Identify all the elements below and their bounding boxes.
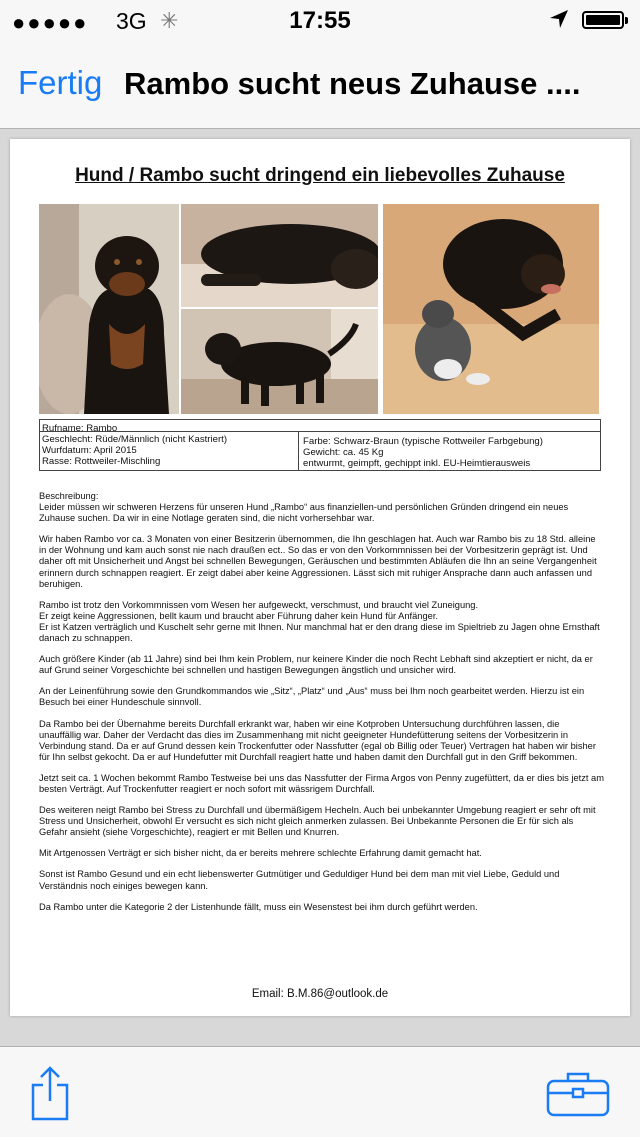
- paragraph-description: Beschreibung: Leider müssen wir schweren Herzens für unseren Hund „Rambo“ aus finanziellen-und persönlichen Gründen dringend ein neues Zuhause suchen. Da wir in eine Notlage geraten sind, die nicht vorhersehbar war.: [39, 491, 569, 524]
- status-bar: [0, 0, 640, 42]
- contact-email: Email: B.M.86@outlook.de: [251, 988, 389, 1000]
- paragraph-other-dogs: Mit Artgenossen Verträgt er sich bisher nicht, da er bereits mehrere schlechte Erfahrung damit gemacht hat.: [39, 848, 482, 859]
- description-text: [39, 491, 604, 923]
- info-gender: Geschlecht: Rüde/Männlich (nicht Kastriert): [42, 434, 228, 445]
- bottom-toolbar: [0, 1046, 640, 1137]
- share-icon[interactable]: [30, 1065, 70, 1121]
- paragraph-stress: Des weiteren neigt Rambo bei Stress zu Durchfall und übermäßigem Hecheln. Auch bei unbekannter Umgebung reagiert er sehr oft mit Stress und Unsicherheit, obwohl Er versucht es sich nicht gleich anmerken zulassen. Bei Unbekannte Personen die Er für sich als Gefahr ansieht (siehe Vorgeschichte), reagiert er mit Bellen und Knurren.: [39, 805, 596, 838]
- paragraph-summary: Sonst ist Rambo Gesund und ein echt liebenswerter Gutmütiger und Geduldiger Hund bei dem man mit viel Liebe, Geduld und Verständnis noch einiges bewegen kann.: [39, 869, 560, 891]
- info-birth-date: Wurfdatum: April 2015: [42, 445, 137, 456]
- dog-and-cat-photo: [383, 204, 599, 414]
- dog-photo-lying: [181, 204, 378, 307]
- info-health: entwurmt, geimpft, gechippt inkl. EU-Heimtierausweis: [303, 458, 531, 469]
- dog-photo-sitting: [39, 204, 179, 414]
- dog-photo-standing: [181, 309, 378, 414]
- document-viewer[interactable]: [0, 129, 640, 1046]
- paragraph-category: Da Rambo unter die Kategorie 2 der Listenhunde fällt, muss ein Wesenstest bei ihm durch geführt werden.: [39, 901, 478, 912]
- paragraph-diarrhea: Da Rambo bei der Übernahme bereits Durchfall erkrankt war, haben wir eine Kotproben Untersuchung durchführen lassen, die unauffällig war. Daher der Verdacht das dies im Zusammenhang mit nicht geeigneter Hundefütterung seitens der Vorbesitzerin in Verbindung stand. Da er auf Grund dessen kein Trockenfutter oder Nassfutter (egal ob Billig oder Teuer) Vertragen hat haben wir bisher für Ihn selbst gekocht. Da er auf Hundefutter mit Durchfall reagiert hatte und haben damit den Durchfall gut in den Griff bekommen.: [39, 718, 596, 762]
- document-page: [10, 139, 630, 1016]
- battery-icon: [582, 11, 624, 29]
- paragraph-history: Wir haben Rambo vor ca. 3 Monaten von einer Besitzerin übernommen, die Ihn geschlagen hat. Auch war Rambo bis zu 18 Std. alleine in der Wohnung und kam auch sonst nie nach draußen ect.. So das er von den Vorkommnissen bei der Vorbesitzerin geprägt ist. Und daher oft mit Unsicherheit und Angst bei schnellen Bewegungen, Geräuschen und bestimmten Abläufen die Ihn an seine Vergangenheit erinnern durch schnappen reagiert. Er zeigt dabei aber keine Aggressionen. Lässt sich mit ruhiger Ansprache dann auch anfassen und beruhigen.: [39, 534, 597, 589]
- info-breed: Rasse: Rottweiler-Mischling: [42, 456, 161, 467]
- paragraph-children: Auch größere Kinder (ab 11 Jahre) sind bei Ihm kein Problem, nur keinere Kinder die noch Recht Lebhaft sind akzeptiert er nicht, da er auf Grund seiner Vorgeschichte bei schnellen und hastigen Bewegungen ängstlich und unsicher wird.: [39, 654, 593, 676]
- navigation-bar: [0, 42, 640, 129]
- clock: 17:55: [289, 7, 351, 34]
- dog-info-table: [39, 419, 601, 471]
- done-button[interactable]: Fertig: [18, 64, 103, 101]
- network-type: 3G: [116, 8, 147, 34]
- paragraph-feeding: Jetzt seit ca. 1 Wochen bekommt Rambo Testweise bei uns das Nassfutter der Firma Argos von Penny zugefüttert, da er dies bis jetzt am besten Verträgt. Auf Trockenfutter reagiert er noch sofort mit wässrigem Durchfall.: [39, 772, 604, 794]
- info-weight: Gewicht: ca. 45 Kg: [303, 447, 384, 458]
- location-arrow-icon: [548, 8, 570, 30]
- toolbox-icon[interactable]: [546, 1071, 610, 1117]
- paragraph-character: Rambo ist trotz den Vorkommnissen vom Wesen her aufgeweckt, verschmust, und braucht viel Zuneigung. Er zeigt keine Aggressionen, bellt kaum und braucht aber Führung daher kein Hund für Anfänger. Er ist Katzen verträglich und Kuschelt sehr gerne mit Ihnen. Nur manchmal hat er den drang diese im Spieltrieb zu Jagen ohne Ernsthaft danach zu schnappen.: [39, 599, 600, 644]
- info-name: Rufname: Rambo: [42, 423, 118, 434]
- page-title: Rambo sucht neus Zuhause ....: [124, 66, 581, 101]
- signal-strength-icon: ●●●●●: [12, 10, 89, 35]
- activity-spinner-icon: ✳: [160, 8, 179, 33]
- document-title: Hund / Rambo sucht dringend ein liebevolles Zuhause: [75, 165, 565, 186]
- paragraph-training: An der Leinenführung sowie den Grundkommandos wie „Sitz“, „Platz“ und „Aus“ muss bei Ihm noch gearbeitet werden. Hierzu ist ein Besuch bei einer Hundeschule sinnvoll.: [39, 686, 585, 708]
- info-color: Farbe: Schwarz-Braun (typische Rottweiler Farbgebung): [303, 436, 543, 447]
